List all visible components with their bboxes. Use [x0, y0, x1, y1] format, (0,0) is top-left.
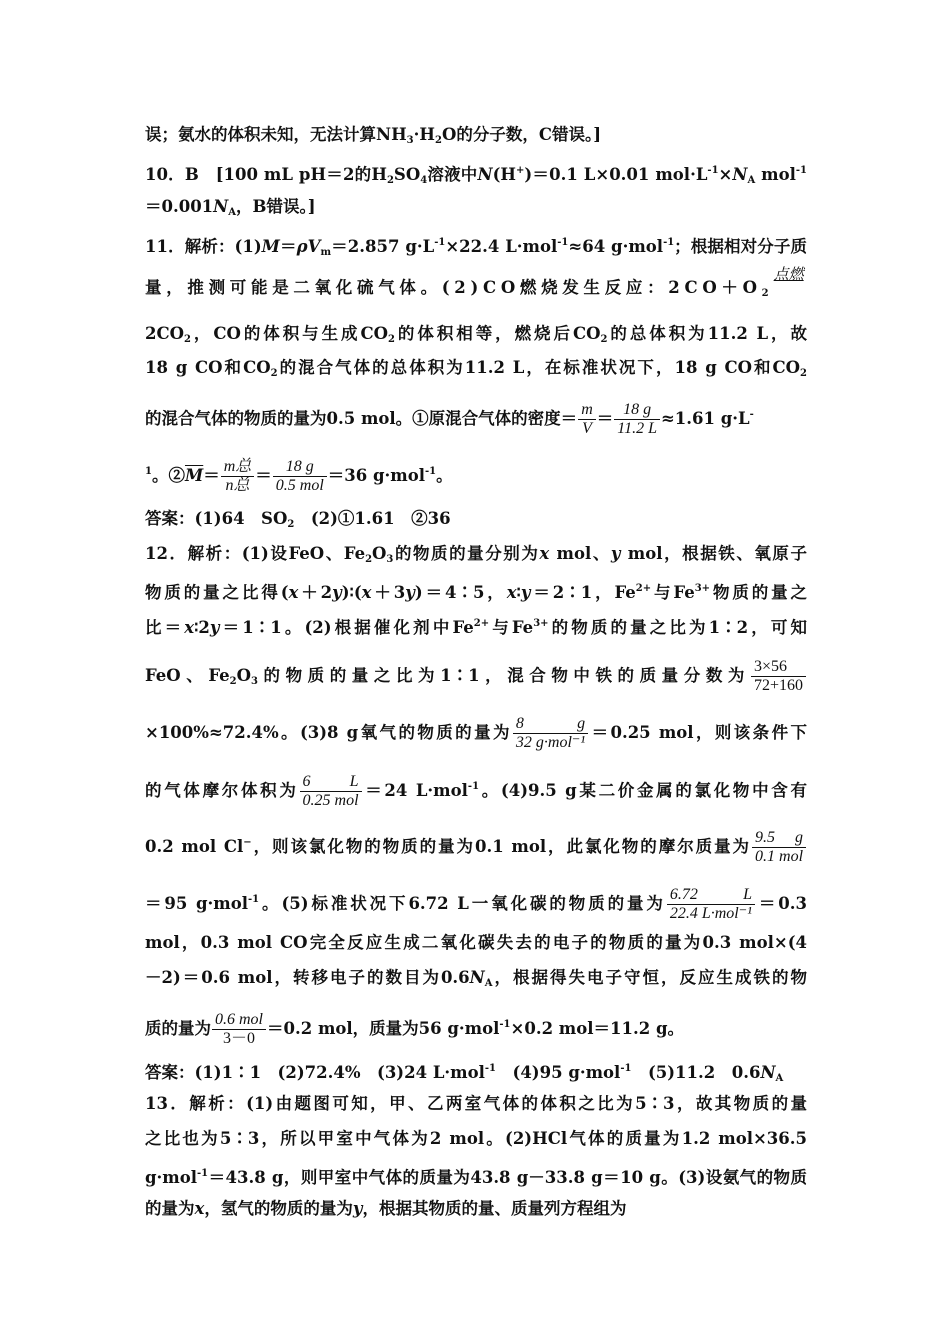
- answer-line: 答案：(1)1∶1 (2)72.4% (3)24 L·mol$^{-1}$ (4)95 g·mol$^{-1}$ (5)11.2 $0.6N_A$: [145, 1063, 784, 1084]
- text-line: g·mol$^{-1}$＝43.8 g，则甲室中气体的质量为43.8 g－33.8 g＝10 g。(3)设氨气的物质: [145, 1168, 807, 1187]
- text-line: 误；氨水的体积未知，无法计算$NH_3\cdot H_2O$的分子数，C错误。]: [145, 125, 602, 146]
- text-line: $=0.001N_A$，B错误。]: [145, 197, 316, 218]
- fraction: 9.5 g 0.1 mol: [752, 829, 806, 866]
- fraction: 8 g 32 g·mol⁻¹: [513, 715, 588, 752]
- fraction: $\frac{18 g}{11.2 L}$: [614, 401, 660, 438]
- text-line: 18 g CO和$CO_2$的混合气体的总体积为11.2 L，在标准状况下，18 g CO和$CO_2$: [145, 358, 808, 379]
- fraction: $\frac{3\times 56}{72+160}$: [751, 658, 806, 695]
- fraction: 6 L 0.25 mol: [300, 773, 362, 810]
- text-line: $2CO_2$，CO的体积与生成$CO_2$的体积相等，燃烧后$CO_2$的总体积为11.2 L，故: [145, 324, 807, 345]
- fraction: 6.72 L 22.4 L·mol⁻¹: [667, 886, 755, 923]
- text-line: 的混合气体的物质的量为0.5 mol。①原混合气体的密度＝ $\frac{m}{V}$ ＝ $\frac{18 g}{11.2 L}$ ≈1.61 g·L-: [145, 401, 754, 437]
- text-line: －2)＝0.6 mol，转移电子的数目为$0.6N_A$，根据得失电子守恒，反应生成铁的物: [145, 968, 807, 989]
- text-line: 的气体摩尔体积为 6 L 0.25 mol ＝24 L·mol$^{-1}$。(4)9.5 g某二价金属的氯化物中含有: [145, 773, 807, 809]
- text-line: $^1$。$②\overline{M}=$ m总 n总 ＝ 18 g 0.5 mol ＝36 g·mol$^{-1}$。: [145, 458, 453, 494]
- fraction: 0.6 mol 3－0: [212, 1011, 266, 1048]
- text-line: 之比也为5∶3，所以甲室中气体为2 mol。(2)HCl气体的质量为1.2 mol×36.5: [145, 1129, 807, 1148]
- text-line: 的量为x，氢气的物质的量为y，根据其物质的量、质量列方程组为: [145, 1199, 627, 1218]
- text-line: 物质的量之比得(x＋2y)∶(x＋3y)＝4∶5，x∶y＝2∶1，$Fe^{2+}$与$Fe^{3+}$物质的量之: [145, 583, 808, 602]
- text-line: FeO、$Fe_2O_3$的物质的量之比为1∶1，混合物中铁的质量分数为 $\frac{3\times 56}{72+160}$: [145, 658, 807, 680]
- text-line: mol，0.3 mol CO完全反应生成二氧化碳失去的电子的物质的量为0.3 mol×(4: [145, 933, 807, 952]
- fraction: $\frac{m}{V}$: [578, 401, 596, 438]
- fraction: 18 g 0.5 mol: [273, 458, 327, 495]
- text-line: 12．解析：(1)设FeO、$Fe_2O_3$的物质的量分别为x mol、y mol，根据铁、氧原子: [145, 544, 807, 565]
- reaction-condition: 点燃: [773, 265, 804, 283]
- text-line: 量，推测可能是二氧化硫气体。(2)CO燃烧发生反应：$2CO+O_2$ 点燃: [145, 277, 807, 299]
- text-line: ×100%≈72.4%。(3)8 g氧气的物质的量为 8 g 32 g·mol⁻¹ ＝0.25 mol，则该条件下: [145, 715, 807, 751]
- text-line: 13．解析：(1)由题图可知，甲、乙两室气体的体积之比为5∶3，故其物质的量: [145, 1094, 807, 1113]
- answer-line: 答案：(1)64 $SO_2$ (2)①1.61 ②36: [145, 509, 451, 530]
- fraction: m总 n总: [221, 458, 255, 495]
- text-line: 0.2 mol Cl−，则该氯化物的物质的量为0.1 mol，此氯化物的摩尔质量为 9.5 g 0.1 mol: [145, 829, 807, 851]
- text-line: ＝95 g·mol$^{-1}$。(5)标准状况下6.72 L一氧化碳的物质的量为 6.72 L 22.4 L·mol⁻¹ ＝0.3: [145, 886, 807, 922]
- text-line: 比＝x∶2y＝1∶1。(2)根据催化剂中$Fe^{2+}$与$Fe^{3+}$的物质的量之比为1∶2，可知: [145, 618, 808, 637]
- text-line: 10．B [100 mL pH＝2的$H_2SO_4$溶液中N(H+)＝0.1 L×0.01 $mol\cdot L^{-1}\times N_A$ mol$^{-1}$: [145, 165, 808, 186]
- text-line: 11．解析：$(1)M=\rho V_m=2.857$ $g\cdot L^{-1}\times 22.4$ L·mol$^{-1}$≈64 g·mol$^{-1}$；根据相对分子质: [145, 237, 808, 258]
- text-line: 质的量为 0.6 mol 3－0 ＝0.2 mol，质量为56 g·mol$^{-1}$×0.2 mol＝11.2 g。: [145, 1011, 684, 1047]
